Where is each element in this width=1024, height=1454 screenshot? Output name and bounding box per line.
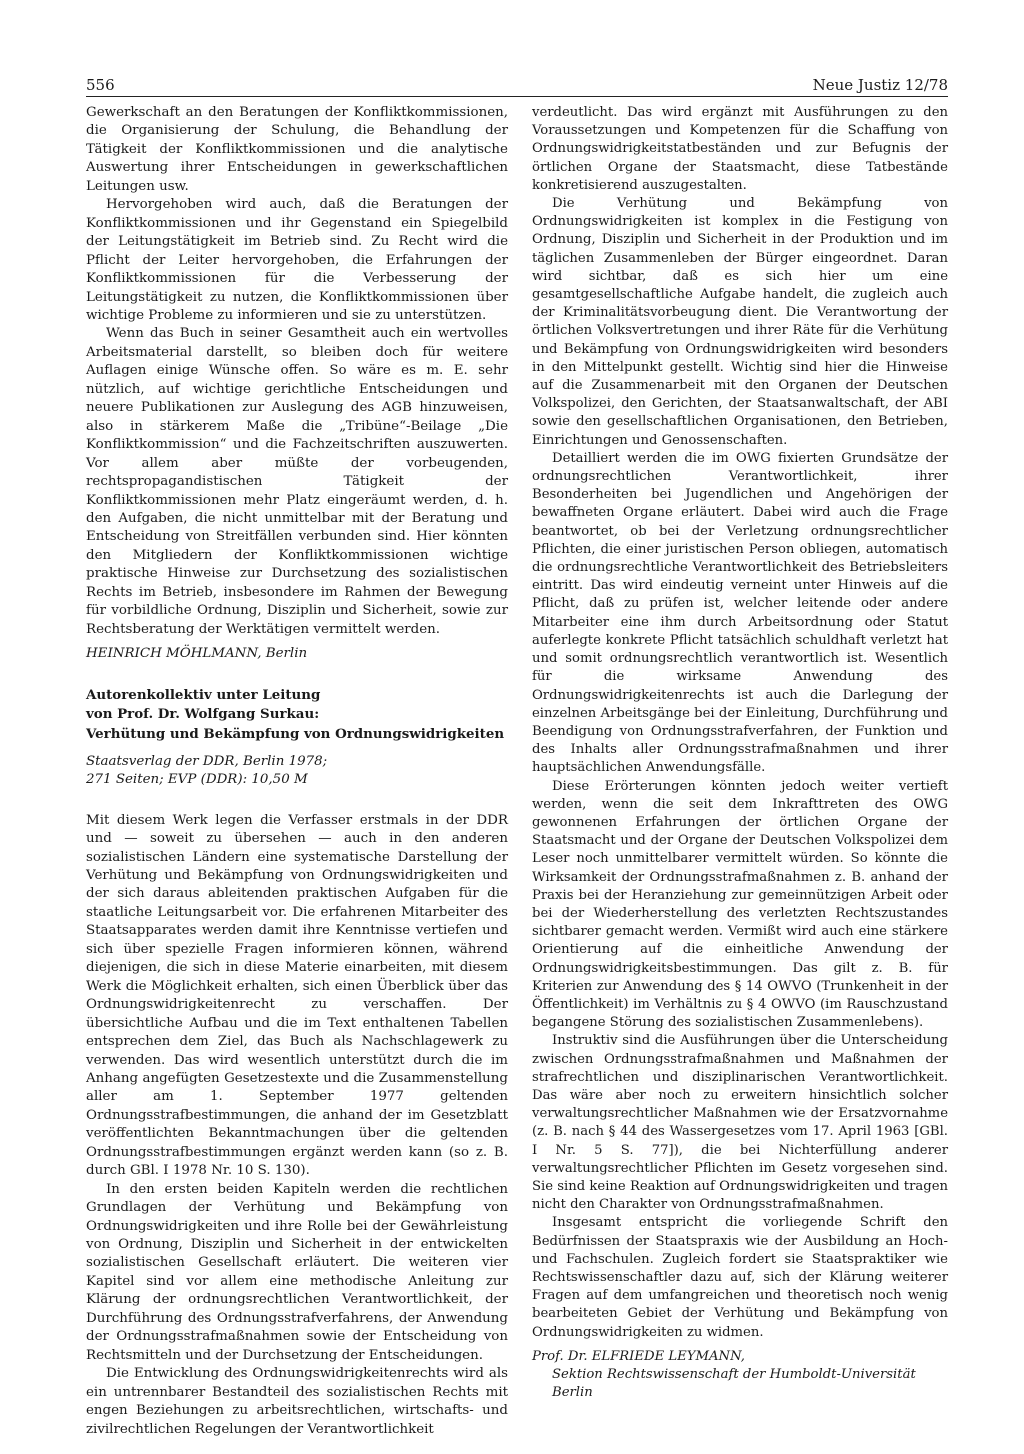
paragraph: Diese Erörterungen könnten jedoch weiter vertieft werden, wenn die seit dem Inkrafttreten des OWG gewonnenen Erfahrungen der örtlichen Organe der Staatsmacht und der Organe der Deutschen Volkspolizei dem Leser noch unmittelbarer vermittelt würden. So könnte die Wirksamkeit der Ordnungsstrafmaßnahmen z. B. anhand der Praxis bei der Heranziehung zur gemeinnützigen Arbeit oder bei der Wiederherstellung des verletzten Rechtszustandes sichtbarer gemacht werden. Vermißt wird auch eine stärkere Orientierung auf die einheitliche Anwendung der Ordnungswidrigkeitsbestimmungen. Das gilt z. B. für Kriterien zur Anwendung des § 14 OWVO (Trunkenheit in der Öffentlichkeit) im Verhältnis zu § 4 OWVO (im Rauschzustand begangene Störung des sozialistischen Zusammenlebens).	[532, 778, 948, 1031]
publication-info	[86, 753, 508, 790]
paragraph: Die Verhütung und Bekämpfung von Ordnungswidrigkeiten ist komplex in die Festigung von Ordnung, Disziplin und Sicherheit in der Produktion und im täglichen Zusammenleben der Bürger eingeordnet. Daran wird sichtbar, daß es sich hier um eine gesamtgesellschaftliche Aufgabe handelt, die zugleich auch der Kriminalitätsvorbeugung dient. Die Verantwortung der örtlichen Volksvertretungen und ihrer Räte für die Verhütung und Bekämpfung von Ordnungswidrigkeiten wird besonders in den Mittelpunkt gestellt. Wichtig sind hier die Hinweise auf die Zusammenarbeit mit den Organen der Deutschen Volkspolizei, den Gerichten, der Staatsanwaltschaft, der ABI sowie den gesellschaftlichen Organisationen, den Betrieben, Einrichtungen und Genossenschaften.	[532, 196, 948, 448]
review-author: Prof. Dr. ELFRIEDE LEYMANN,	[532, 1348, 745, 1364]
paragraph: Die Entwicklung des Ordnungswidrigkeitenrechts wird als ein untrennbarer Bestandteil des sozialistischen Rechts mit engen Beziehungen zu arbeitsrechtlichen, wirtschafts- und zivilrechtlichen Regelungen der Verantwortlichkeit	[86, 1366, 508, 1437]
paragraph: verdeutlicht. Das wird ergänzt mit Ausführungen zu den Voraussetzungen und Kompetenzen für die Schaffung von Ordnungswidrigkeitstatbeständen und zur Befugnis der örtlichen Organe der Staatsmacht, diese Tatbestände konkretisierend auszugestalten.	[532, 105, 948, 193]
price-line: 271 Seiten; EVP (DDR): 10,50 M	[86, 772, 308, 788]
page-number: 556	[86, 76, 115, 94]
journal-issue: Neue Justiz 12/78	[812, 76, 948, 94]
author-affiliation-city: Berlin	[552, 1385, 593, 1401]
paragraph: Detailliert werden die im OWG fixierten Grundsätze der ordnungsrechtlichen Verantwortlichkeit, ihrer Besonderheiten bei Jugendlichen und Angehörigen der bewaffneten Organe erläutert. Dabei wird auch die Frage beantwortet, ob bei der Verletzung ordnungsrechtlicher Pflichten, die einer juristischen Person obliegen, automatisch die ordnungsrechtliche Verantwortlichkeit des Betriebsleiters eintritt. Das wird eindeutig verneint unter Hinweis auf die Pflicht, daß zu prüfen ist, welcher leitende oder andere Mitarbeiter eine ihm durch Arbeitsordnung oder Statut auferlegte konkrete Pflicht tatsächlich schuldhaft verletzt hat und somit ordnungsrechtlich verantwortlich ist. Wesentlich für die wirksame Anwendung des Ordnungswidrigkeitenrechts ist auch die Darlegung der einzelnen Arbeitsgänge bei der Einleitung, Durchführung und Beendigung von Ordnungsstrafverfahren, der Funktion und des Inhalts aller Ordnungsstrafmaßnahmen und ihrer hauptsächlichen Anwendungsfälle.	[532, 450, 948, 776]
page-header	[86, 70, 948, 94]
paragraph: In den ersten beiden Kapiteln werden die rechtlichen Grundlagen der Verhütung und Bekämpfung von Ordnungswidrigkeiten und ihre Rolle bei der Gewährleistung von Ordnung, Disziplin und Sicherheit in der entwickelten sozialistischen Gesellschaft erläutert. Die weiteren vier Kapitel sind vor allem eine methodische Anleitung zur Klärung der ordnungsrechtlichen Verantwortlichkeit, der Durchführung des Ordnungsstrafverfahrens, der Anwendung der Ordnungsstrafmaßnahmen sowie der Entscheidung von Rechtsmitteln und der Durchsetzung der Entscheidungen.	[86, 1181, 508, 1363]
paragraph: Insgesamt entspricht die vorliegende Schrift den Bedürfnissen der Staatspraxis wie der Ausbildung an Hoch- und Fachschulen. Zugleich fordert sie Staatspraktiker wie Rechtswissenschaftler dazu auf, sich der Klärung weiterer Fragen auf dem umfangreichen und theoretisch noch wenig bearbeiteten Gebiet der Verhütung und Bekämpfung von Ordnungswidrigkeiten zu widmen.	[532, 1215, 948, 1340]
review-heading-line: Autorenkollektiv unter Leitung	[86, 686, 321, 703]
publisher-line: Staatsverlag der DDR, Berlin 1978;	[86, 753, 328, 769]
paragraph: Gewerkschaft an den Beratungen der Konfliktkommissionen, die Organisierung der Schulung, die Behandlung der Tätigkeit der Konfliktkommissionen und die analytische Auswertung ihrer Entscheidungen in gewerkschaftlichen Leitungen usw.	[86, 105, 508, 194]
paragraph: Hervorgehoben wird auch, daß die Beratungen der Konfliktkommissionen und ihr Gegenstand ein Spiegelbild der Leitungstätigkeit im Betrieb sind. Zu Recht wird die Pflicht der Leiter hervorgehoben, die Erfahrungen der Konfliktkommissionen für die Verbesserung der Leitungstätigkeit zu nutzen, die Konfliktkommissionen über wichtige Probleme zu informieren und sie zu unterstützen.	[86, 197, 508, 323]
review-heading	[86, 686, 508, 745]
review-author: HEINRICH MÖHLMANN, Berlin	[86, 646, 308, 662]
review-book-title: Verhütung und Bekämpfung von Ordnungswidrigkeiten	[86, 726, 505, 742]
paragraph: Wenn das Buch in seiner Gesamtheit auch ein wertvolles Arbeitsmaterial darstellt, so bleiben doch für weitere Auflagen einige Wünsche offen. So wäre es m. E. sehr nützlich, auf wichtige gerichtliche Entscheidungen und neuere Publikationen zur Auslegung des AGB hinzuweisen, also in stärkerem Maße die „Tribüne“-Beilage „Die Konfliktkommission“ und die Fachzeitschriften auszuwerten. Vor allem aber müßte der vorbeugenden, rechtspropagandistischen Tätigkeit der Konfliktkommissionen mehr Platz eingeräumt werden, d. h. den Aufgaben, die nicht unmittelbar mit der Beratung und Entscheidung von Streitfällen verbunden sind. Hier könnten den Mitgliedern der Konfliktkommissionen wichtige praktische Hinweise zur Durchsetzung des sozialistischen Rechts im Betrieb, insbesondere im Rahmen der Bewegung für vorbildliche Ordnung, Disziplin und Sicherheit, sowie zur Rechtsberatung der Werktätigen vermittelt werden.	[86, 326, 508, 637]
paragraph: Instruktiv sind die Ausführungen über die Unterscheidung zwischen Ordnungsstrafmaßnahmen und Maßnahmen der strafrechtlichen und disziplinarischen Verantwortlichkeit. Das wäre aber noch zu erweitern hinsichtlich solcher verwaltungsrechtlicher Maßnahmen wie der Ersatzvornahme (z. B. nach § 44 des Wassergesetzes vom 17. April 1963 [GBl. I Nr. 5 S. 77]), die bei Nichterfüllung anderer verwaltungsrechtlicher Pflichten im Gesetz vorgesehen sind. Sie sind keine Reaktion auf Ordnungswidrigkeiten und tragen nicht den Charakter von Ordnungsstrafmaßnahmen.	[532, 1033, 948, 1213]
author-affiliation: Sektion Rechtswissenschaft der Humboldt-Universität	[552, 1367, 916, 1383]
paragraph: Mit diesem Werk legen die Verfasser erstmals in der DDR und — soweit zu übersehen — auch in den anderen sozialistischen Ländern eine systematische Darstellung der Verhütung und Bekämpfung von Ordnungswidrigkeiten und der sich daraus ableitenden praktischen Aufgaben für die staatliche Leitungsarbeit vor. Die erfahrenen Mitarbeiter des Staatsapparates werden damit ihre Kenntnisse vertiefen und sich über spezielle Fragen informieren können, während diejenigen, die sich in diese Materie einarbeiten, mit diesem Werk die Möglichkeit erhalten, sich einen Überblick über das Ordnungswidrigkeitenrecht zu verschaffen. Der übersichtliche Aufbau und die im Text enthaltenen Tabellen entsprechen dem Ziel, das Buch als Nachschlagewerk zu verwenden. Das wird wesentlich unterstützt durch die im Anhang angefügten Gesetzestexte und die Zusammenstellung aller am 1. September 1977 geltenden Ordnungsstrafbestimmungen, die anhand der im Gesetzblatt veröffentlichten Bekanntmachungen über die geltenden Ordnungsstrafbestimmungen ergänzt werden kann (so z. B. durch GBl. I 1978 Nr. 10 S. 130).	[86, 812, 508, 1179]
header-rule	[86, 96, 948, 97]
left-column	[86, 104, 508, 1439]
review-heading-line: von Prof. Dr. Wolfgang Surkau:	[86, 706, 320, 723]
right-column	[532, 104, 948, 1402]
